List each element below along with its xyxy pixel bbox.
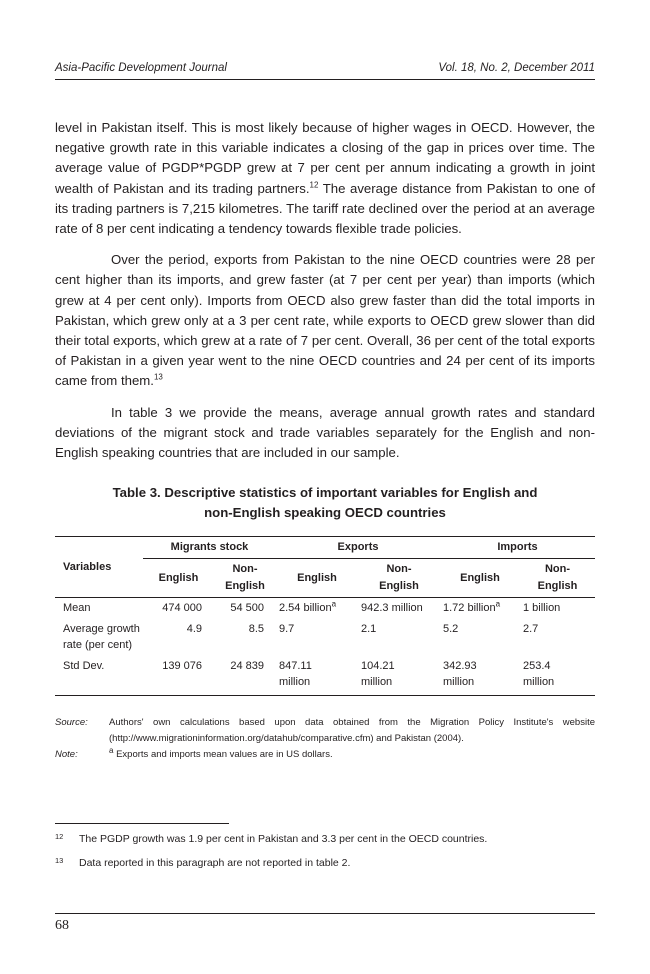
footnote-ref-13: 13	[153, 373, 163, 383]
table-caption-line-2: non-English speaking OECD countries	[204, 505, 446, 520]
row-label: Mean	[63, 602, 91, 614]
paragraph-2-text: Over the period, exports from Pakistan to the nine OECD countries were 28 per cent higher than its imports, and grew faster (at 7 per cent per year) than imports (which grew at 4 per cent only). Imports from OECD also grew faster than did the total imports in Pakistan, which grew only at a 3 per cent rate, while exports to OECD grew slower than did their total exports, which grew at a rate of 7 per cent. Overall, 36 per cent of the total exports of Pakistan in a given year went to the nine OECD countries and 24 per cent of its imports came from them.	[55, 252, 595, 389]
source-text: Authors' own calculations based upon data obtained from the Migration Policy Institute's website (http://www.migrationinformation.org/datahub/comparative.cfm) and Pakistan (2004).	[109, 717, 595, 744]
table-cell: 8.5	[248, 622, 264, 635]
non-english-line-2: English	[225, 580, 265, 592]
group-imports: Imports	[440, 537, 595, 559]
paragraph-3-text: In table 3 we provide the means, average annual growth rates and standard deviations of the migrant stock and trade variables separately for the English and non-English speaking countries that are included in our sample.	[55, 404, 595, 461]
journal-title: Asia-Pacific Development Journal	[55, 62, 227, 74]
page-number: 68	[55, 918, 69, 933]
footnote-ref-12: 12	[309, 180, 319, 190]
footnote-number: 12	[55, 832, 64, 841]
table-cell	[440, 598, 520, 619]
variables-header: Variables	[55, 537, 143, 598]
table-cell: 4.9	[186, 622, 202, 635]
issue-info: Vol. 18, No. 2, December 2011	[438, 62, 595, 74]
paragraph-1	[55, 118, 595, 239]
footnote-12	[55, 832, 595, 846]
non-english-line-1: Non-	[232, 563, 258, 575]
table-row	[55, 656, 595, 696]
footnote-number: 13	[55, 856, 64, 865]
note-text	[109, 747, 595, 763]
paragraph-1-continuation: The average distance from Pakistan to one of its trading partners is 7,215 kilometres. The tariff rate declined over the period at an average rate of 8 per cent indicating a tendency towards flexible trade policies.	[55, 180, 595, 237]
sub-header-non-english	[214, 559, 276, 598]
table-row	[55, 598, 595, 619]
row-label: Std Dev.	[55, 656, 143, 696]
sub-header-english: English	[143, 559, 214, 598]
source-label: Source:	[55, 717, 88, 728]
cell-value: 1.72 billion	[443, 602, 496, 614]
non-english-line-1: Non-	[544, 563, 571, 575]
group-migrants-stock: Migrants stock	[143, 537, 276, 559]
non-english-line-1: Non-	[386, 563, 412, 575]
table-caption	[55, 483, 595, 523]
table-cell: 24 839	[214, 656, 276, 696]
footnote-text: The PGDP growth was 1.9 per cent in Pakistan and 3.3 per cent in the OECD countries.	[79, 833, 488, 845]
table-row	[55, 619, 595, 656]
header-rule	[55, 79, 595, 80]
footnote-13	[55, 856, 595, 870]
paragraph-1-text: level in Pakistan itself. This is most likely because of higher wages in OECD. However, the negative growth rate in this variable indicates a closing of the gap in prices over time. The average value of PGDP*PGDP grew at 7 per cent per annum indicating a growth in joint wealth of Pakistan and its trading partners.	[55, 120, 595, 196]
table-cell	[276, 598, 358, 619]
running-head	[55, 62, 595, 74]
table-cell: 342.93 million	[440, 656, 520, 696]
note	[55, 747, 595, 763]
table-cell: 104.21 million	[358, 656, 440, 696]
note-label: Note:	[55, 749, 78, 760]
table-cell: 253.4 million	[520, 656, 595, 696]
table-notes	[55, 715, 595, 763]
sub-header-english: English	[440, 559, 520, 598]
note-marker: a	[109, 745, 114, 755]
sub-header-non-english	[358, 559, 440, 598]
table-cell: 54 500	[230, 602, 264, 614]
non-english-line-2: English	[537, 580, 578, 592]
non-english-line-2: English	[379, 580, 419, 592]
footnote-text: Data reported in this paragraph are not reported in table 2.	[79, 857, 351, 869]
paragraph-3	[55, 403, 595, 464]
group-exports: Exports	[276, 537, 440, 559]
row-label: Average growth rate (per cent)	[63, 622, 140, 651]
body-text	[55, 118, 595, 474]
journal-page	[55, 0, 595, 974]
table-cell: 1 billion	[523, 602, 561, 614]
table-cell: 139 076	[143, 656, 214, 696]
footnotes	[55, 832, 595, 880]
table-caption-line-1: Table 3. Descriptive statistics of important variables for English and	[112, 485, 538, 500]
cell-value: 2.54 billion	[279, 602, 332, 614]
note-marker: a	[331, 599, 337, 609]
footnote-rule	[55, 823, 229, 824]
paragraph-2	[55, 250, 595, 391]
descriptive-statistics-table	[55, 536, 595, 696]
table-cell: 2.1	[361, 622, 377, 635]
note-marker: a	[495, 599, 501, 609]
table-cell: 474 000	[162, 602, 202, 614]
footer-rule	[55, 913, 595, 914]
note-body: Exports and imports mean values are in US dollars.	[113, 749, 333, 760]
table-cell: 847.11 million	[276, 656, 358, 696]
table-cell: 942.3 million	[361, 602, 423, 614]
table-cell: 5.2	[443, 622, 459, 635]
sub-header-non-english	[520, 559, 595, 598]
sub-header-english: English	[276, 559, 358, 598]
table-cell: 2.7	[523, 622, 539, 635]
table-cell: 9.7	[279, 622, 295, 635]
source-note	[55, 715, 595, 747]
table-group-header-row	[55, 537, 595, 559]
